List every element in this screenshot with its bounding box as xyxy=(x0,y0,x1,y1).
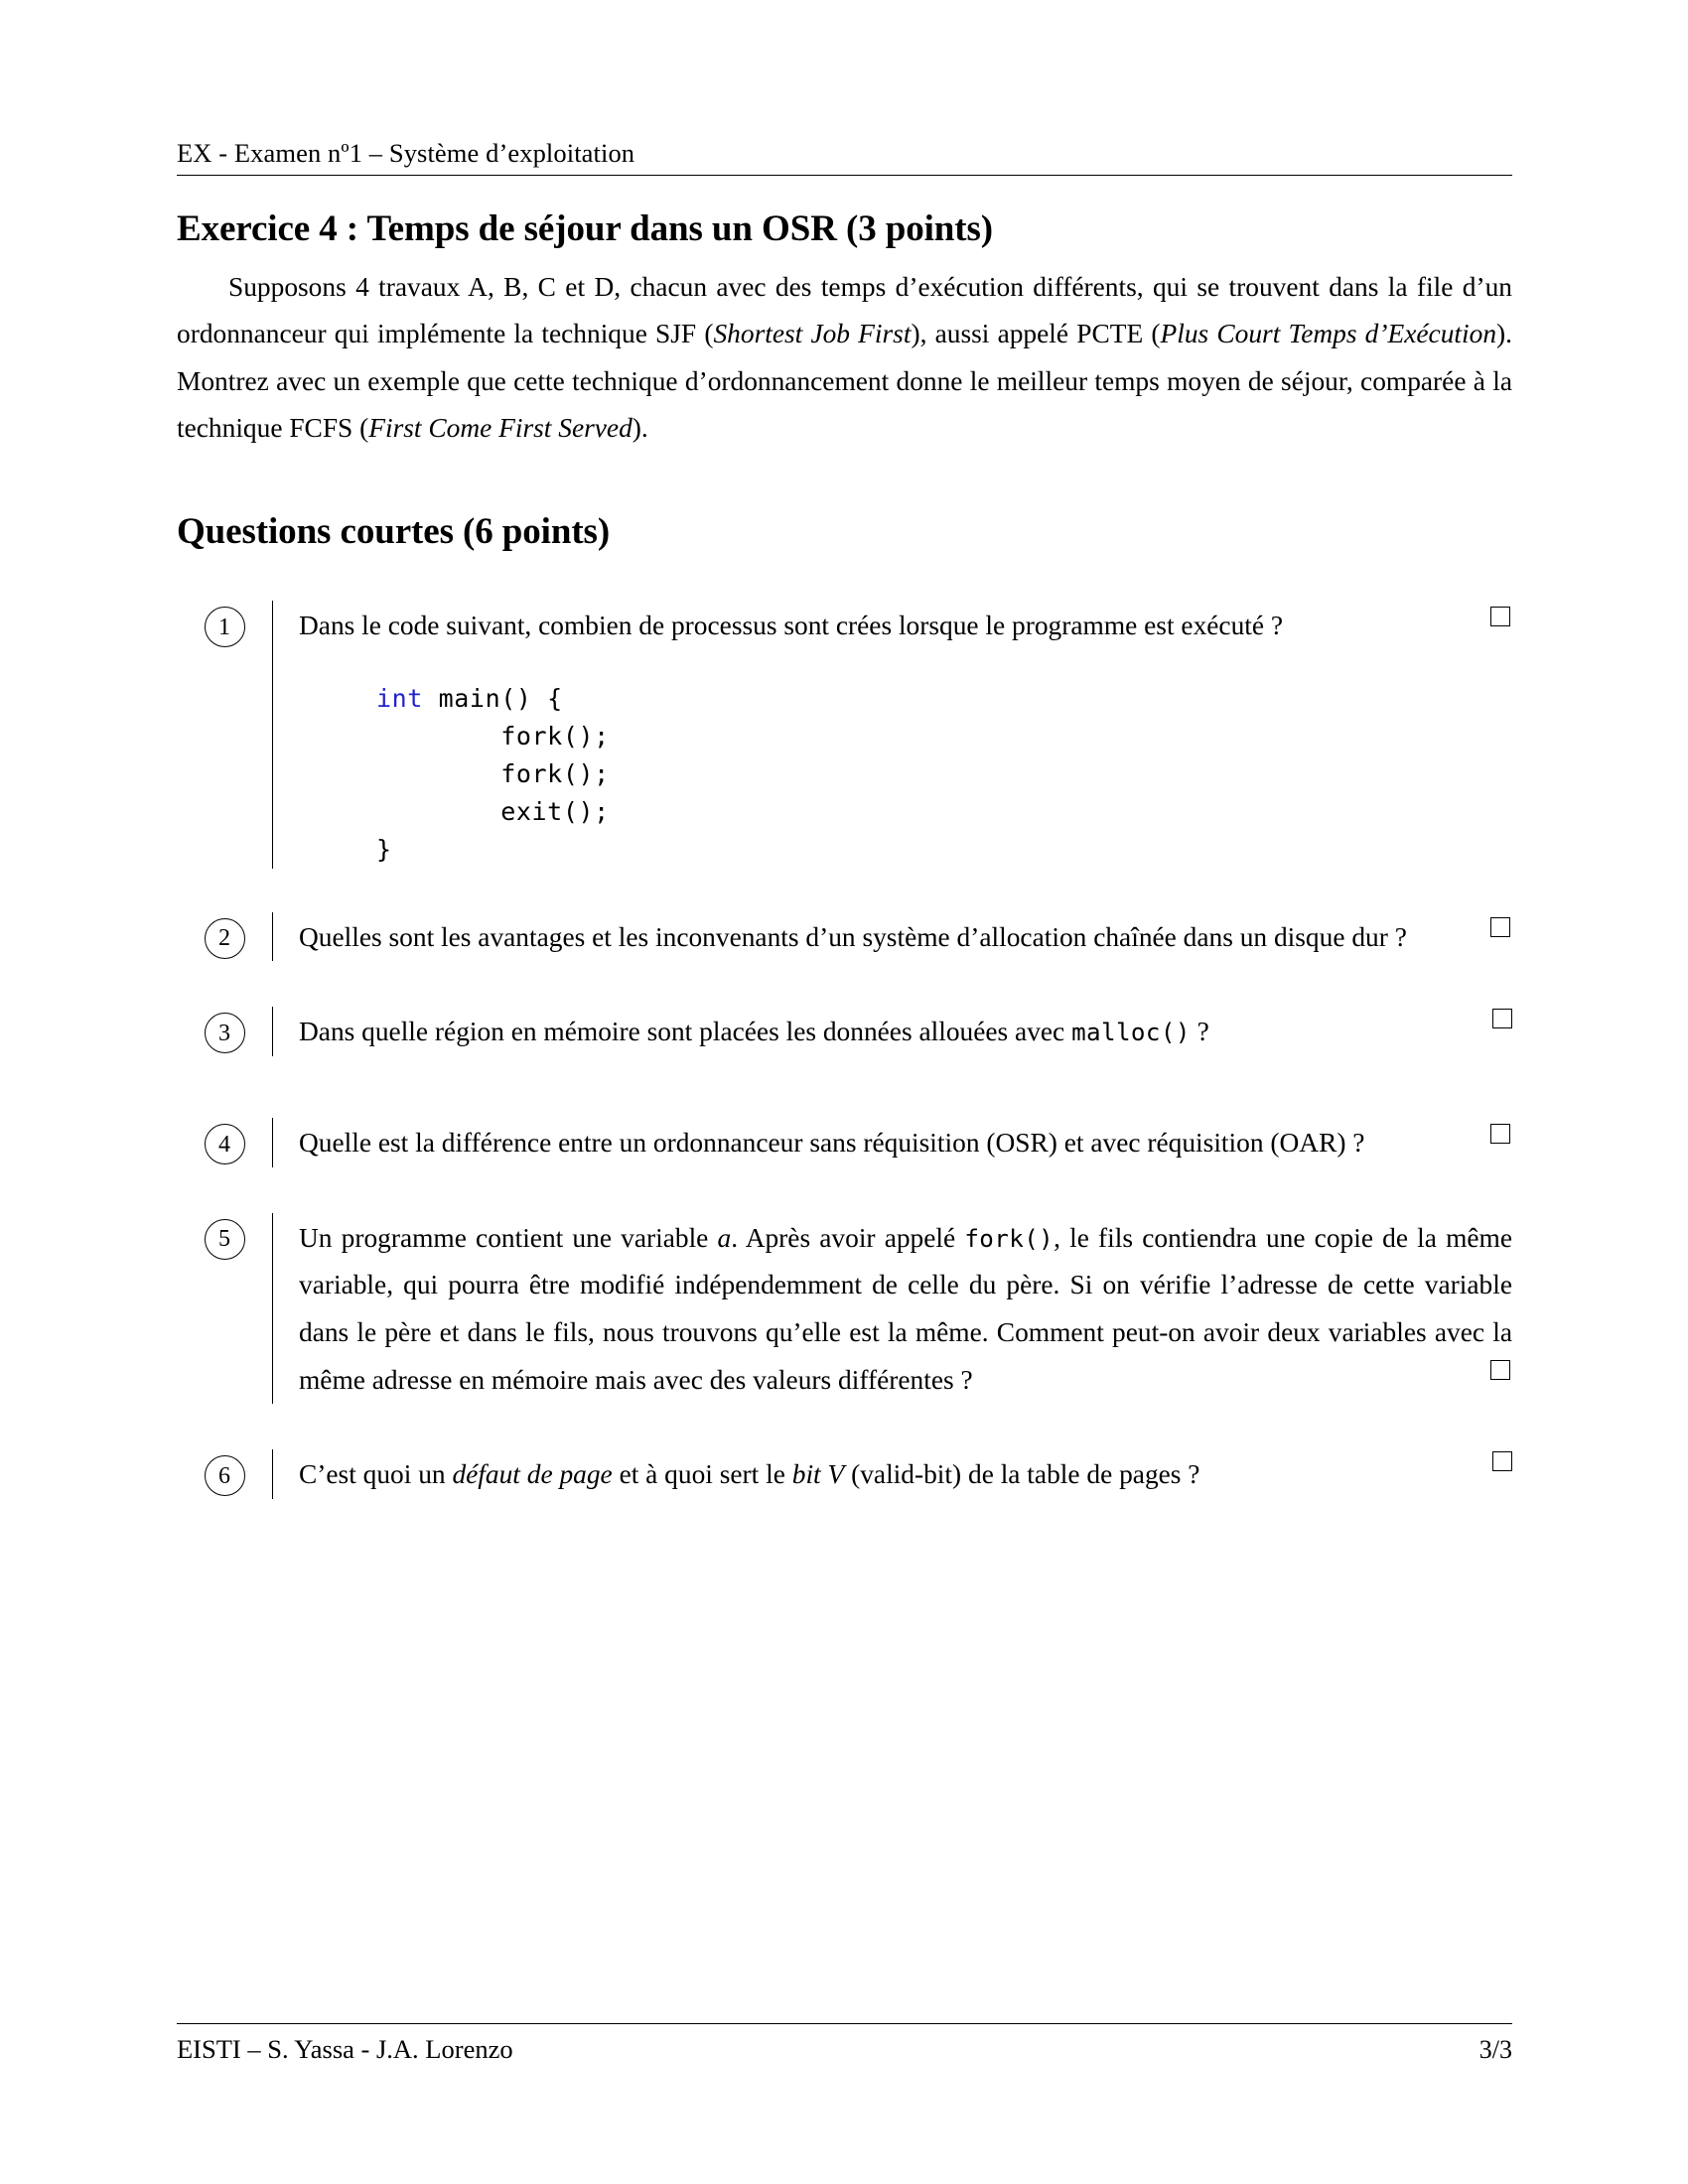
code-token: } xyxy=(376,834,392,864)
exercise-4-emphasis: Shortest Job First xyxy=(713,319,912,349)
exercise-4-text: ), aussi appelé PCTE ( xyxy=(911,319,1161,349)
question-number-badge: 3 xyxy=(205,1013,245,1053)
question-gap xyxy=(177,1404,1512,1449)
question-item xyxy=(177,1118,1512,1167)
question-number-column xyxy=(177,912,272,962)
code-line xyxy=(376,718,1512,755)
question-6-text: (valid-bit) de la table de pages ? xyxy=(844,1459,1200,1490)
question-3-code-span: malloc() xyxy=(1071,1019,1191,1047)
code-token: exit(); xyxy=(376,796,610,826)
question-6-emphasis: défaut de page xyxy=(452,1459,613,1490)
question-gap xyxy=(177,1499,1512,1561)
question-5-text: Un programme contient une variable xyxy=(299,1222,718,1253)
questions-list xyxy=(177,601,1512,1561)
question-vertical-rule xyxy=(272,601,273,869)
question-body xyxy=(299,1213,1512,1405)
question-2-text: Quelles sont les avantages et les inconvenants d’un système d’allocation chaînée dans un disque dur ? xyxy=(299,921,1407,952)
answer-checkbox[interactable] xyxy=(1490,607,1510,626)
question-4-text: Quelle est la différence entre un ordonnanceur sans réquisition (OSR) et avec réquisition (OAR) ? xyxy=(299,1128,1365,1159)
exercise-4-emphasis: Plus Court Temps d’Exécution xyxy=(1160,319,1497,349)
question-number-column xyxy=(177,1007,272,1056)
question-vertical-rule xyxy=(272,1118,273,1167)
running-head-text: EX - Examen nº1 – Système d’exploitation xyxy=(177,138,635,168)
question-body xyxy=(299,912,1512,962)
code-line xyxy=(376,793,1512,831)
code-line xyxy=(376,680,1512,718)
question-item xyxy=(177,1449,1512,1499)
question-1-text: Dans le code suivant, combien de processus sont crées lorsque le programme est exécuté ? xyxy=(299,611,1284,640)
page-content xyxy=(177,206,1512,1561)
question-6-text: C’est quoi un xyxy=(299,1459,453,1490)
question-gap xyxy=(177,869,1512,912)
question-item xyxy=(177,912,1512,962)
question-text xyxy=(299,1120,1512,1167)
question-text xyxy=(299,914,1512,962)
question-vertical-rule xyxy=(272,1007,273,1056)
question-number-column xyxy=(177,601,272,869)
question-body xyxy=(299,1007,1512,1056)
answer-checkbox[interactable] xyxy=(1490,917,1510,937)
code-token: main() { xyxy=(422,683,563,713)
question-text xyxy=(299,1009,1512,1056)
exercise-4-title: Exercice 4 : Temps de séjour dans un OSR (3 points) xyxy=(177,208,994,249)
code-listing xyxy=(376,680,1512,869)
question-gap xyxy=(177,1056,1512,1118)
question-item xyxy=(177,601,1512,869)
code-line xyxy=(376,755,1512,793)
question-3-text: ? xyxy=(1190,1017,1209,1047)
code-keyword: int xyxy=(376,683,423,713)
question-number-badge: 2 xyxy=(205,918,245,959)
question-vertical-rule xyxy=(272,1449,273,1499)
question-6-emphasis: bit V xyxy=(791,1459,845,1490)
question-gap xyxy=(177,961,1512,1007)
question-number-badge: 4 xyxy=(205,1124,245,1164)
question-body xyxy=(299,601,1512,869)
question-item xyxy=(177,1007,1512,1056)
page-header xyxy=(177,139,1512,176)
exercise-4-text: ). Montrez avec un exemple que cette technique d’ordonnancement donne le meilleur temps moyen de séjour, comparée à la technique FCFS ( xyxy=(177,319,1512,443)
code-line xyxy=(376,831,1512,869)
question-item xyxy=(177,1213,1512,1405)
footer-rule xyxy=(177,2023,1512,2024)
question-5-emphasis: a xyxy=(717,1222,732,1253)
question-6-text: et à quoi sert le xyxy=(612,1459,792,1490)
question-text xyxy=(299,1451,1512,1499)
answer-checkbox[interactable] xyxy=(1490,1360,1510,1380)
question-5-text: . Après avoir appelé xyxy=(731,1222,965,1253)
code-listing-wrapper xyxy=(299,650,1512,869)
question-number-badge: 6 xyxy=(205,1455,245,1496)
question-3-text: Dans quelle région en mémoire sont placées les données allouées avec xyxy=(299,1017,1072,1047)
exercise-4-paragraph xyxy=(177,264,1512,452)
question-number-badge: 5 xyxy=(205,1219,245,1260)
header-rule xyxy=(177,175,1512,176)
question-vertical-rule xyxy=(272,912,273,962)
questions-courtes-title: Questions courtes (6 points) xyxy=(177,510,611,552)
question-gap xyxy=(177,1167,1512,1213)
question-body xyxy=(299,1118,1512,1167)
question-vertical-rule xyxy=(272,1213,273,1405)
exercise-4-emphasis: First Come First Served xyxy=(368,412,633,443)
code-token: fork(); xyxy=(376,758,610,788)
question-number-column xyxy=(177,1118,272,1167)
question-5-text: , le fils contiendra une copie de la même variable, qui pourra être modifié indépendemment de celle du père. Si on vérifie l’adresse de cette variable dans le père et dans le fils, nous trouvons qu’elle est la même. Comment peut-on avoir deux variables avec la même adresse en mémoire mais avec des valeurs différentes ? xyxy=(299,1222,1512,1395)
question-number-column xyxy=(177,1449,272,1499)
exercise-4-text: Supposons 4 travaux A, B, C et D, chacun avec des temps d’exécution différents, qui se trouvent dans la file d’un ordonnanceur qui implémente la technique SJF ( xyxy=(177,272,1512,349)
question-number-column xyxy=(177,1213,272,1405)
page-footer xyxy=(177,2023,1512,2065)
exercise-4-text: ). xyxy=(632,412,648,443)
footer-page-number: 3/3 xyxy=(1478,2035,1512,2064)
question-5-code-span: fork() xyxy=(964,1224,1055,1253)
answer-checkbox[interactable] xyxy=(1490,1124,1510,1144)
question-number-badge: 1 xyxy=(205,607,245,647)
answer-checkbox[interactable] xyxy=(1492,1451,1512,1471)
question-body xyxy=(299,1449,1512,1499)
footer-authors: EISTI – S. Yassa - J.A. Lorenzo xyxy=(177,2034,513,2064)
code-token: fork(); xyxy=(376,721,610,751)
answer-checkbox[interactable] xyxy=(1492,1009,1512,1028)
